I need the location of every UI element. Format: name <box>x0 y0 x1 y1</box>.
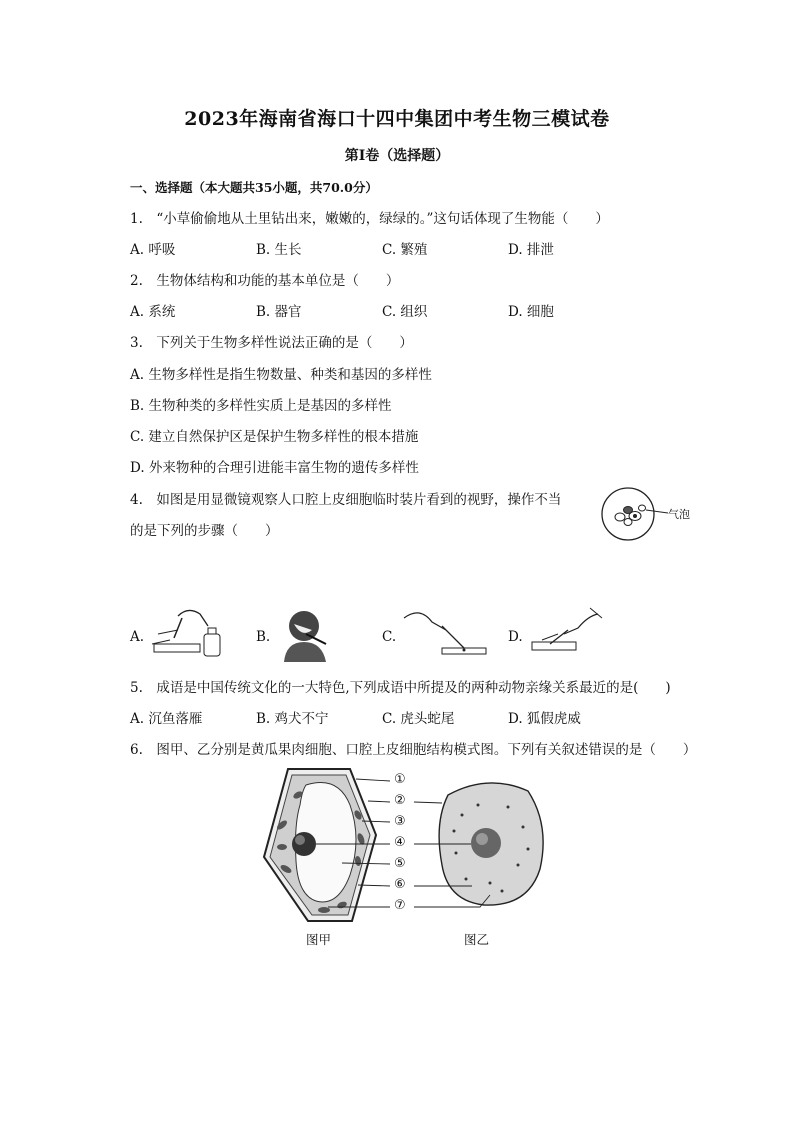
question-1-option-d[interactable]: D. 排泄 <box>508 242 554 258</box>
part-title: 第Ⅰ卷（选择题） <box>344 148 450 164</box>
marker-6: ⑥ <box>394 877 406 892</box>
question-5-option-a[interactable]: A. 沉鱼落雁 <box>130 711 203 727</box>
question-3-option-a[interactable]: A. 生物多样性是指生物数量、种类和基因的多样性 <box>130 367 432 383</box>
cover-slip-step-icon[interactable] <box>528 604 608 662</box>
marker-2: ② <box>394 793 406 808</box>
question-4-option-b[interactable]: B. <box>256 629 271 645</box>
question-2-option-d[interactable]: D. 细胞 <box>508 304 554 320</box>
scrape-cheek-step-icon[interactable] <box>276 604 336 662</box>
marker-4: ④ <box>394 835 406 850</box>
question-1-option-c[interactable]: C. 繁殖 <box>382 242 428 258</box>
section-header: 一、选择题（本大题共35小题，共70.0分） <box>130 180 378 195</box>
figure-caption-jia: 图甲 <box>306 932 332 947</box>
question-4-option-a[interactable]: A. <box>130 629 145 645</box>
question-4-stem: 4. 如图是用显微镜观察人口腔上皮细胞临时装片看到的视野，操作不当 <box>130 492 562 508</box>
question-1-stem: 1. “小草偷偷地从土里钻出来，嫩嫩的，绿绿的。”这句话体现了生物能（ ） <box>130 211 609 227</box>
question-4-stem-continued: 的是下列的步骤（ ） <box>130 523 279 539</box>
question-3-stem: 3. 下列关于生物多样性说法正确的是（ ） <box>130 335 413 351</box>
question-1-option-b[interactable]: B. 生长 <box>256 242 302 258</box>
question-5-option-d[interactable]: D. 狐假虎威 <box>508 711 581 727</box>
question-2-option-c[interactable]: C. 组织 <box>382 304 428 320</box>
marker-5: ⑤ <box>394 856 406 871</box>
question-5-stem: 5. 成语是中国传统文化的一大特色,下列成语中所提及的两种动物亲缘关系最近的是( ) <box>130 680 671 696</box>
question-6-stem: 6. 图甲、乙分别是黄瓜果肉细胞、口腔上皮细胞结构模式图。下列有关叙述错误的是（ ） <box>130 742 697 758</box>
exam-title: 2023年海南省海口十四中集团中考生物三模试卷 <box>184 108 610 130</box>
question-5-option-b[interactable]: B. 鸡犬不宁 <box>256 711 329 727</box>
question-3-option-d[interactable]: D. 外来物种的合理引进能丰富生物的遗传多样性 <box>130 460 419 476</box>
cell-structure-figure <box>258 765 558 925</box>
question-1-option-a[interactable]: A. 呼吸 <box>130 242 176 258</box>
question-3-option-b[interactable]: B. 生物种类的多样性实质上是基因的多样性 <box>130 398 392 414</box>
marker-1: ① <box>394 772 406 787</box>
question-4-option-d[interactable]: D. <box>508 629 523 645</box>
question-2-stem: 2. 生物体结构和功能的基本单位是（ ） <box>130 273 400 289</box>
marker-3: ③ <box>394 814 406 829</box>
figure-caption-yi: 图乙 <box>464 932 490 947</box>
question-2-option-a[interactable]: A. 系统 <box>130 304 176 320</box>
drip-water-step-icon[interactable] <box>148 604 228 662</box>
question-4-option-c[interactable]: C. <box>382 629 397 645</box>
question-2-option-b[interactable]: B. 器官 <box>256 304 302 320</box>
smear-step-icon[interactable] <box>402 604 492 662</box>
bubble-label: 气泡 <box>668 508 690 521</box>
question-3-option-c[interactable]: C. 建立自然保护区是保护生物多样性的根本措施 <box>130 429 419 445</box>
marker-7: ⑦ <box>394 898 406 913</box>
question-5-option-c[interactable]: C. 虎头蛇尾 <box>382 711 455 727</box>
